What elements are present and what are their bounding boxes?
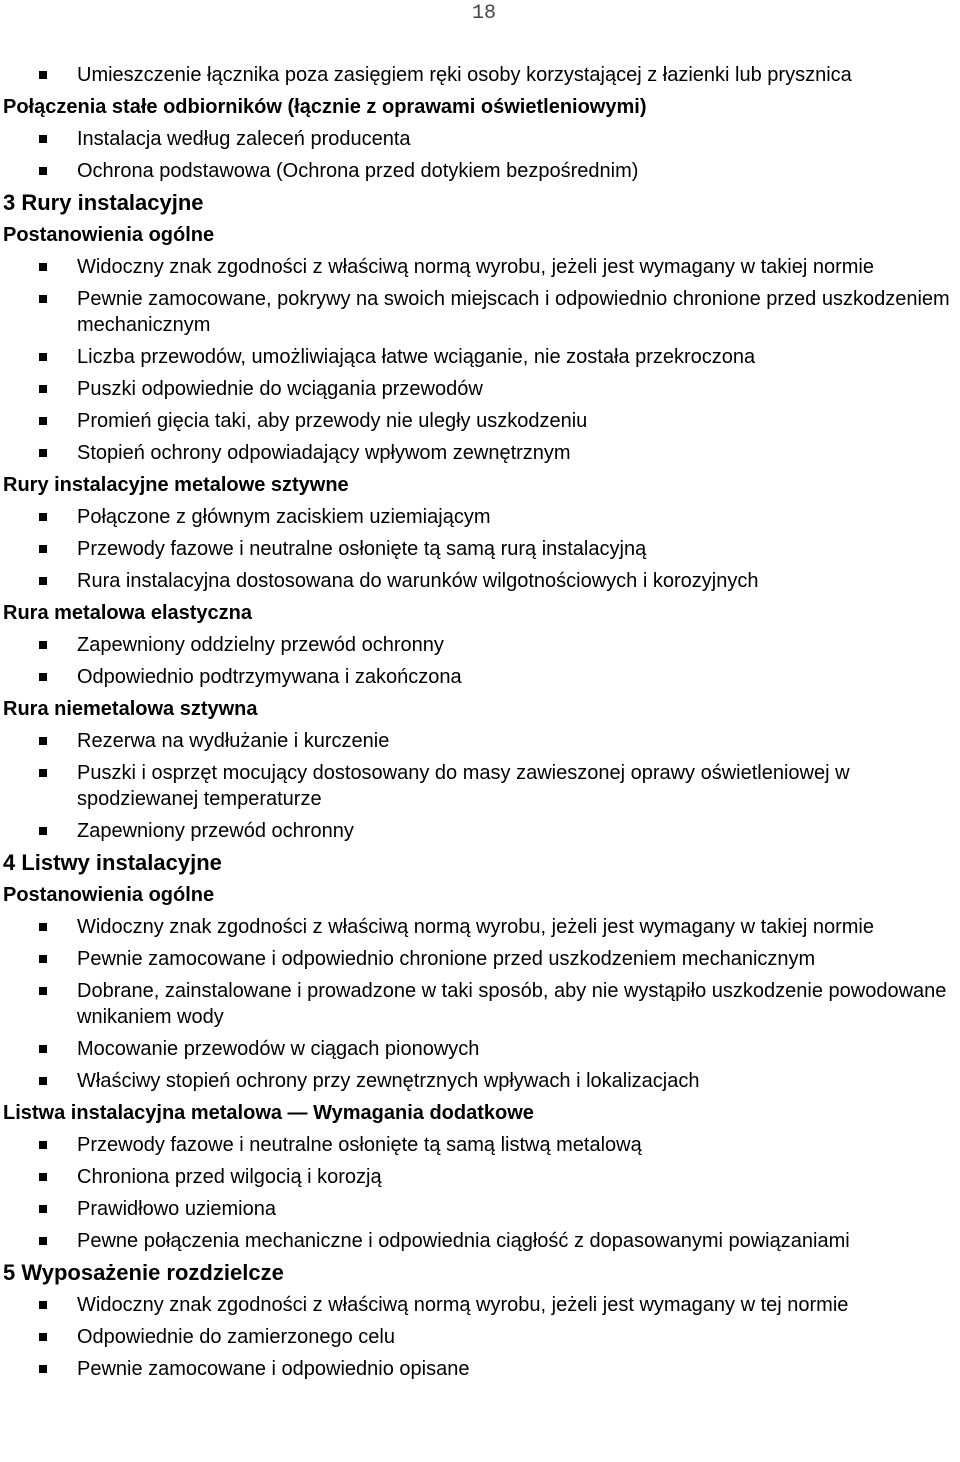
row-text: Zapewniony przewód ochronny (77, 820, 354, 842)
bullet-item (3, 914, 958, 940)
square-bullet-icon (39, 737, 47, 745)
row-text: Instalacja według zaleceń producenta (77, 128, 411, 150)
bullet-item (3, 254, 958, 280)
square-bullet-icon (39, 1141, 47, 1149)
section-heading (3, 1260, 958, 1286)
row-text: Rezerwa na wydłużanie i kurczenie (77, 730, 390, 752)
bullet-item (3, 536, 958, 562)
bullet-item (3, 818, 958, 844)
square-bullet-icon (39, 417, 47, 425)
bullet-item (3, 158, 958, 184)
square-bullet-icon (39, 263, 47, 271)
row-text: Dobrane, zainstalowane i prowadzone w taki sposób, aby nie wystąpiło uszkodzenie powodowane wnikaniem wody (77, 980, 947, 1028)
bullet-item (3, 1132, 958, 1158)
row-text: Zapewniony oddzielny przewód ochronny (77, 634, 444, 656)
square-bullet-icon (39, 167, 47, 175)
square-bullet-icon (39, 923, 47, 931)
row-text: Rura metalowa elastyczna (3, 602, 252, 624)
square-bullet-icon (39, 987, 47, 995)
subsection-heading (3, 472, 958, 498)
row-text: Pewne połączenia mechaniczne i odpowiednia ciągłość z dopasowanymi powiązaniami (77, 1230, 850, 1252)
square-bullet-icon (39, 1205, 47, 1213)
bullet-item (3, 1036, 958, 1062)
square-bullet-icon (39, 955, 47, 963)
bullet-item (3, 62, 958, 88)
row-text: Puszki i osprzęt mocujący dostosowany do masy zawieszonej oprawy oświetleniowej w spodziewanej temperaturze (77, 762, 850, 810)
row-text: Rura instalacyjna dostosowana do warunków wilgotnościowych i korozyjnych (77, 570, 759, 592)
bullet-item (3, 664, 958, 690)
row-text: Pewnie zamocowane i odpowiednio opisane (77, 1358, 470, 1380)
row-text: Widoczny znak zgodności z właściwą normą wyrobu, jeżeli jest wymagany w takiej normie (77, 256, 874, 278)
row-text: Ochrona podstawowa (Ochrona przed dotykiem bezpośrednim) (77, 160, 639, 182)
row-text: 5 Wyposażenie rozdzielcze (3, 1260, 284, 1285)
square-bullet-icon (39, 641, 47, 649)
bullet-item (3, 946, 958, 972)
square-bullet-icon (39, 1301, 47, 1309)
subsection-heading (3, 696, 958, 722)
row-text: Odpowiednie do zamierzonego celu (77, 1326, 395, 1348)
row-text: Przewody fazowe i neutralne osłonięte tą samą listwą metalową (77, 1134, 642, 1156)
bullet-item (3, 504, 958, 530)
row-text: Pewnie zamocowane i odpowiednio chronione przed uszkodzeniem mechanicznym (77, 948, 816, 970)
square-bullet-icon (39, 1173, 47, 1181)
row-text: 3 Rury instalacyjne (3, 190, 204, 215)
square-bullet-icon (39, 385, 47, 393)
row-text: Połączenia stałe odbiorników (łącznie z oprawami oświetleniowymi) (3, 96, 647, 118)
bullet-item (3, 1292, 958, 1318)
square-bullet-icon (39, 1045, 47, 1053)
row-text: Liczba przewodów, umożliwiająca łatwe wciąganie, nie została przekroczona (77, 346, 756, 368)
row-text: Postanowienia ogólne (3, 224, 215, 246)
row-text: Rury instalacyjne metalowe sztywne (3, 474, 349, 496)
bullet-item (3, 1196, 958, 1222)
square-bullet-icon (39, 1237, 47, 1245)
bullet-item (3, 440, 958, 466)
subsection-heading (3, 94, 958, 120)
bullet-item (3, 1228, 958, 1254)
square-bullet-icon (39, 577, 47, 585)
square-bullet-icon (39, 449, 47, 457)
row-text: Stopień ochrony odpowiadający wpływom zewnętrznym (77, 442, 571, 464)
row-text: Umieszczenie łącznika poza zasięgiem ręki osoby korzystającej z łazienki lub prysznica (77, 64, 852, 86)
row-text: Przewody fazowe i neutralne osłonięte tą samą rurą instalacyjną (77, 538, 647, 560)
row-text: Widoczny znak zgodności z właściwą normą wyrobu, jeżeli jest wymagany w takiej normie (77, 916, 874, 938)
row-text: Puszki odpowiednie do wciągania przewodów (77, 378, 483, 400)
row-text: Pewnie zamocowane, pokrywy na swoich miejscach i odpowiednio chronione przed uszkodzeniem mechanicznym (77, 288, 950, 336)
section-heading (3, 190, 958, 216)
row-text: Listwa instalacyjna metalowa — Wymagania dodatkowe (3, 1102, 534, 1124)
row-text: Widoczny znak zgodności z właściwą normą wyrobu, jeżeli jest wymagany w tej normie (77, 1294, 849, 1316)
bullet-item (3, 408, 958, 434)
square-bullet-icon (39, 673, 47, 681)
square-bullet-icon (39, 545, 47, 553)
row-text: Promień gięcia taki, aby przewody nie uległy uszkodzeniu (77, 410, 588, 432)
row-text: Chroniona przed wilgocią i korozją (77, 1166, 382, 1188)
bullet-item (3, 632, 958, 658)
bullet-item (3, 1356, 958, 1382)
document-body (3, 62, 958, 1388)
row-text: 4 Listwy instalacyjne (3, 850, 222, 875)
bullet-item (3, 760, 958, 812)
subsection-heading (3, 1100, 958, 1126)
row-text: Odpowiednio podtrzymywana i zakończona (77, 666, 462, 688)
square-bullet-icon (39, 769, 47, 777)
square-bullet-icon (39, 513, 47, 521)
bullet-item (3, 344, 958, 370)
bullet-item (3, 978, 958, 1030)
square-bullet-icon (39, 295, 47, 303)
subsection-heading (3, 222, 958, 248)
bullet-item (3, 286, 958, 338)
bullet-item (3, 1068, 958, 1094)
square-bullet-icon (39, 1077, 47, 1085)
bullet-item (3, 376, 958, 402)
subsection-heading (3, 600, 958, 626)
row-text: Połączone z głównym zaciskiem uziemiającym (77, 506, 491, 528)
bullet-item (3, 728, 958, 754)
subsection-heading (3, 882, 958, 908)
section-heading (3, 850, 958, 876)
bullet-item (3, 1164, 958, 1190)
square-bullet-icon (39, 1365, 47, 1373)
row-text: Rura niemetalowa sztywna (3, 698, 258, 720)
bullet-item (3, 568, 958, 594)
page-number: 18 (472, 2, 497, 25)
square-bullet-icon (39, 827, 47, 835)
square-bullet-icon (39, 71, 47, 79)
square-bullet-icon (39, 1333, 47, 1341)
square-bullet-icon (39, 135, 47, 143)
square-bullet-icon (39, 353, 47, 361)
row-text: Postanowienia ogólne (3, 884, 215, 906)
row-text: Prawidłowo uziemiona (77, 1198, 276, 1220)
bullet-item (3, 126, 958, 152)
row-text: Mocowanie przewodów w ciągach pionowych (77, 1038, 480, 1060)
bullet-item (3, 1324, 958, 1350)
row-text: Właściwy stopień ochrony przy zewnętrznych wpływach i lokalizacjach (77, 1070, 700, 1092)
